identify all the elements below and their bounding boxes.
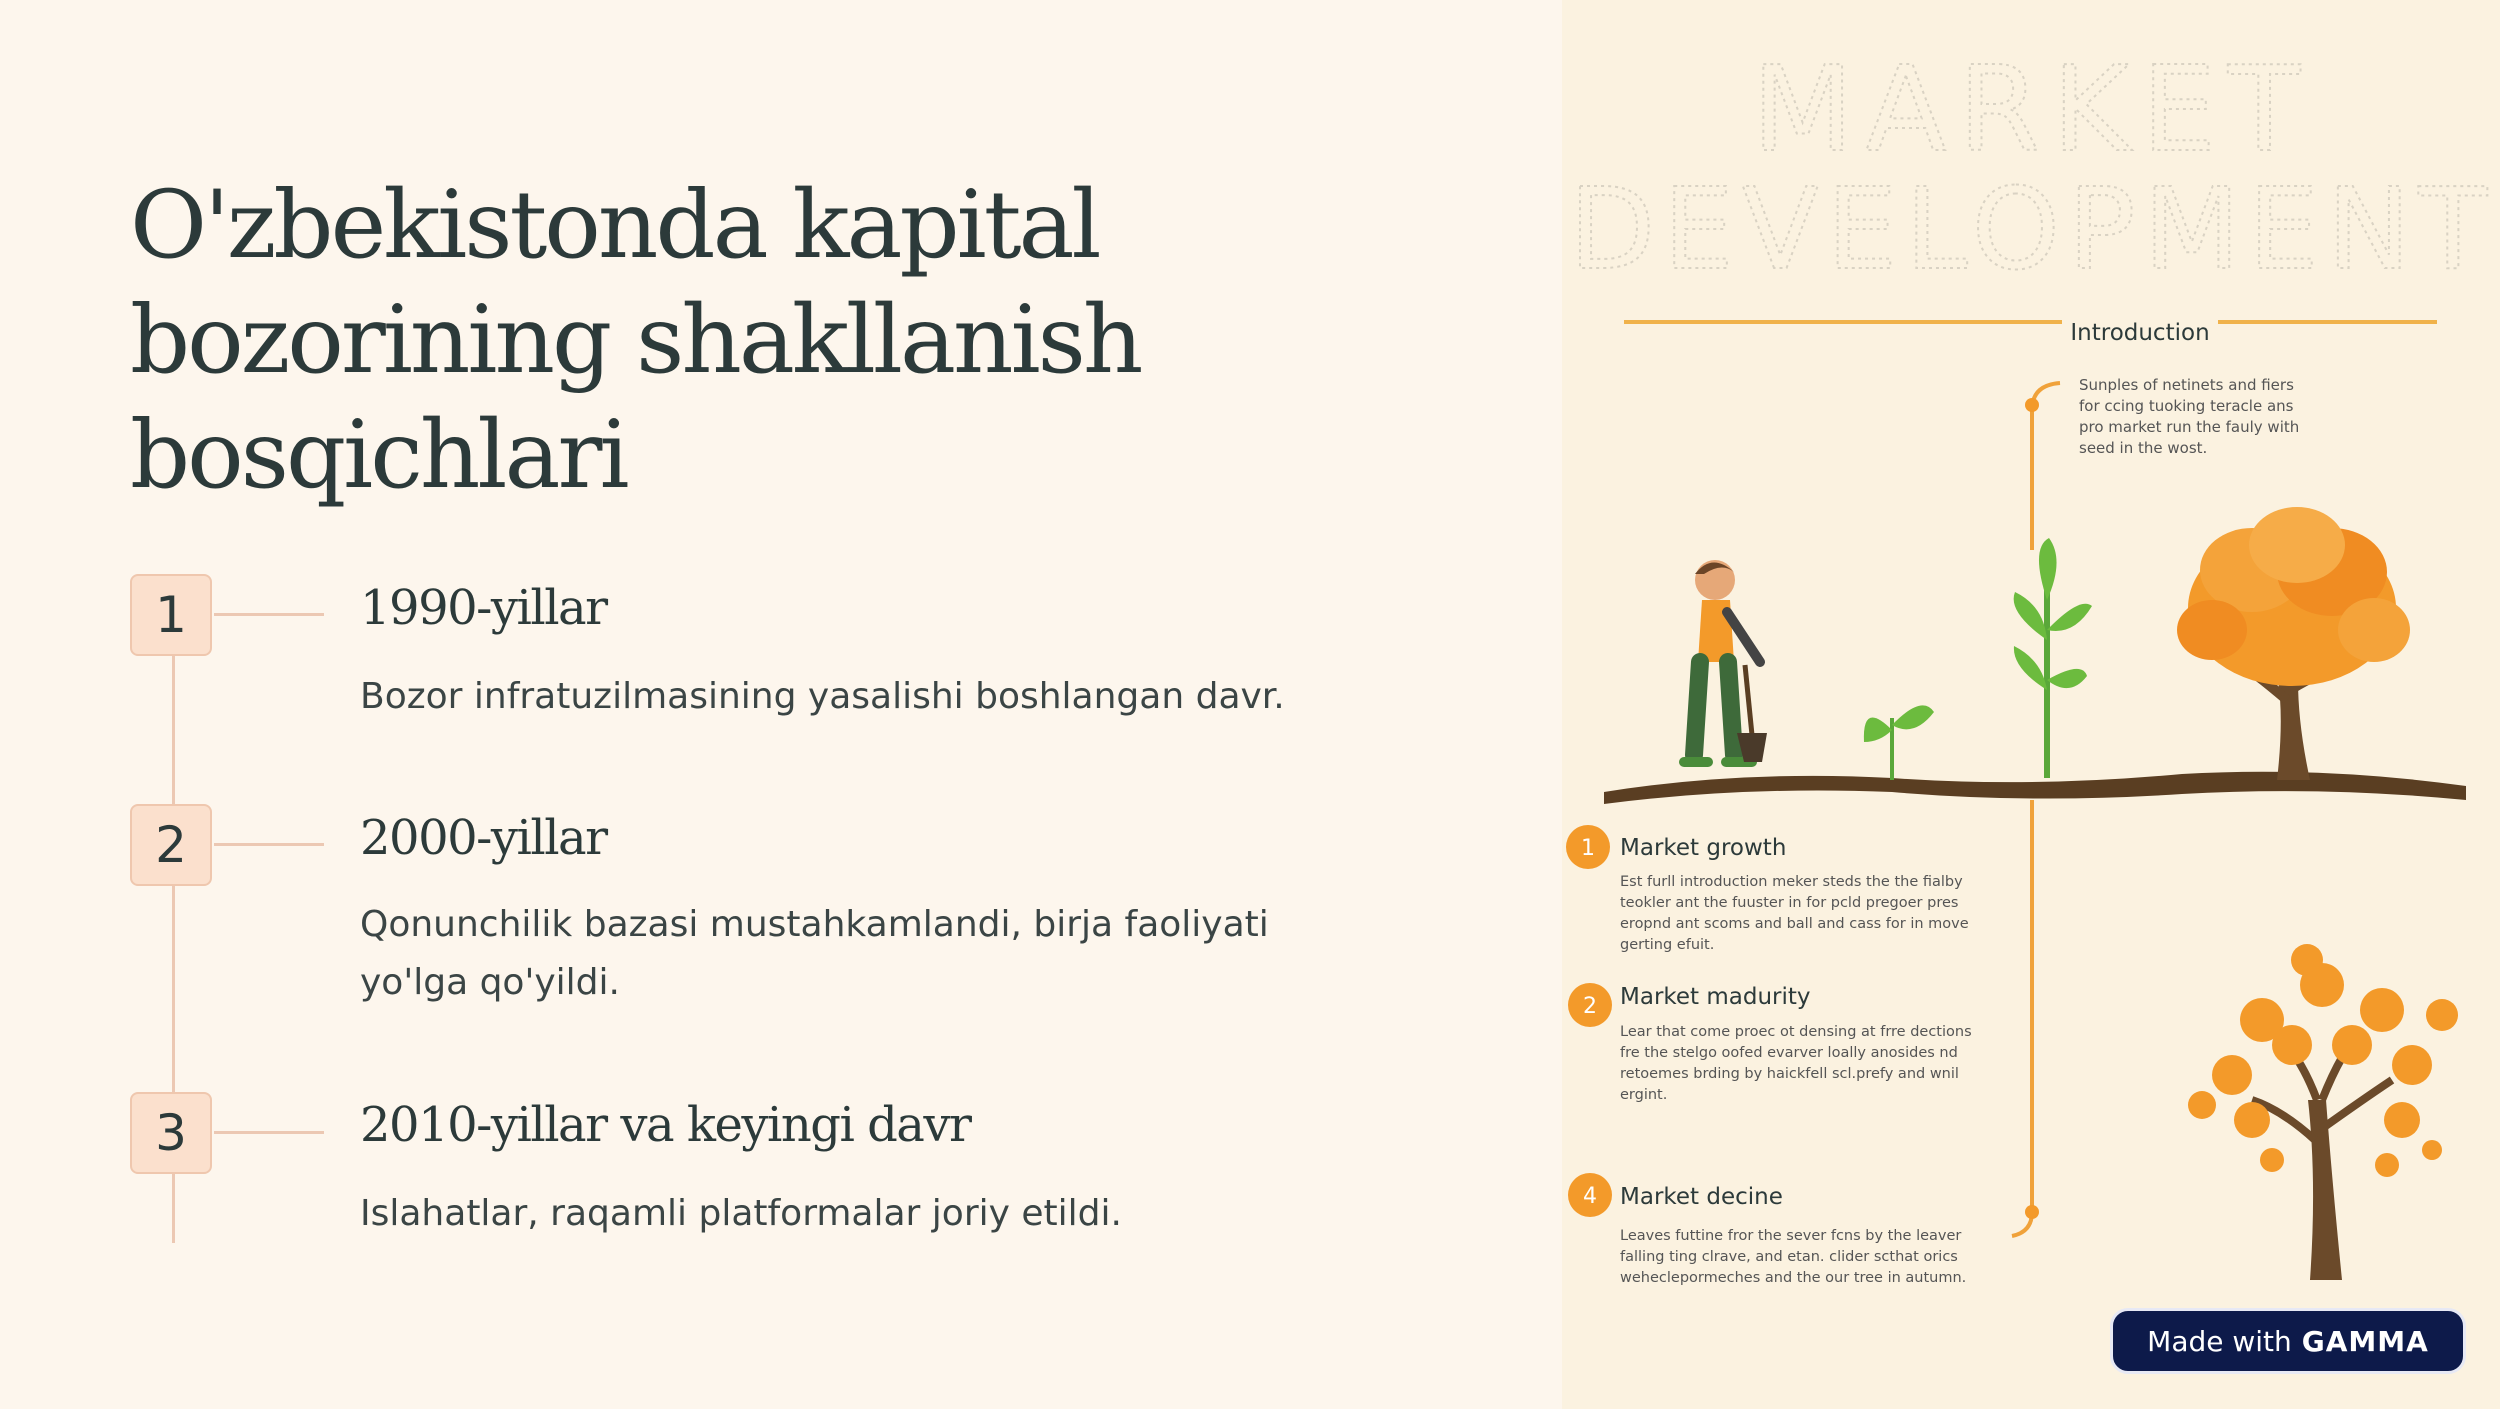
step-connector <box>214 843 324 846</box>
intro-text: seed in the wost. <box>2079 439 2208 457</box>
ground-icon <box>1604 772 2466 804</box>
phase-text: fre the stelgo oofed evarver loally anosides nd <box>1620 1045 1958 1061</box>
step-description: Bozor infratuzilmasining yasalishi boshlangan davr. <box>360 676 1285 717</box>
step-connector <box>214 1131 324 1134</box>
step-heading: 2000-yillar <box>360 810 607 866</box>
illustration-panel <box>1562 0 2500 1409</box>
watermark-line: MARKET <box>1751 40 2313 178</box>
title-line: bosqichlari <box>130 401 627 510</box>
big-orange-tree-icon <box>2177 507 2410 780</box>
phase-text: Leaves futtine fror the sever fcns by the leaver <box>1620 1228 1962 1244</box>
step-heading: 2010-yillar va keyingi davr <box>360 1097 971 1153</box>
boy-planting-icon <box>1684 560 1767 762</box>
intro-text: pro market run the fauly with <box>2079 418 2300 436</box>
phase-dot <box>2025 1205 2039 1219</box>
phase-text: weheclepormeches and the our tree in autumn. <box>1620 1270 1967 1286</box>
step-description: Islahatlar, raqamli platformalar joriy etildi. <box>360 1193 1122 1234</box>
made-with-prefix: Made with <box>2147 1324 2292 1358</box>
intro-label: Introduction <box>2070 320 2210 346</box>
phase-badge-number: 4 <box>1583 1184 1597 1209</box>
step-heading: 1990-yillar <box>360 580 607 636</box>
phase-text: falling ting clrave, and etan. clider scthat orics <box>1620 1249 1958 1265</box>
step-number-badge: 1 <box>130 574 212 656</box>
phase-title: Market growth <box>1620 835 1787 861</box>
intro-text: Sunples of netinets and fiers <box>2079 376 2294 394</box>
phase-badge-number: 1 <box>1581 836 1595 861</box>
phase-text: ergint. <box>1620 1087 1668 1103</box>
sapling-icon <box>2014 538 2092 778</box>
timeline-line <box>172 655 175 807</box>
page-title <box>130 168 1330 513</box>
phase-text: gerting efuit. <box>1620 937 1715 953</box>
small-sprout-icon <box>1864 705 1934 780</box>
step-number-badge: 2 <box>130 804 212 886</box>
phase-text: Est furll introduction meker steds the the fialby <box>1620 874 1963 890</box>
step-description: Qonunchilik bazasi mustahkamlandi, birja faoliyati yo'lga qo'yildi. <box>360 904 1269 1003</box>
title-line: O'zbekistonda kapital <box>130 171 1099 280</box>
autumn-tree-icon <box>2188 944 2458 1280</box>
watermark-line: DEVELOPMENT <box>1568 165 2496 295</box>
phase-title: Market decine <box>1620 1184 1783 1210</box>
intro-dot <box>2025 398 2039 412</box>
phase-text: retoemes brding by haickfell scl.prefy and wnil <box>1620 1066 1959 1082</box>
phase-text: Lear that come proec ot densing at frre dections <box>1620 1024 1972 1040</box>
phase-text: eropnd ant scoms and ball and cass for in move <box>1620 916 1969 932</box>
phase-badge-number: 2 <box>1583 994 1597 1019</box>
phase-text: teokler ant the fuuster in for pcld pregoer pres <box>1620 895 1959 911</box>
timeline-line <box>172 885 175 1095</box>
made-with-gamma-badge[interactable] <box>2110 1308 2466 1374</box>
intro-text: for ccing tuoking teracle ans <box>2079 397 2294 415</box>
step-number-badge: 3 <box>130 1092 212 1174</box>
gamma-logo: GAMMA <box>2301 1324 2429 1358</box>
market-development-infographic <box>1562 0 2500 1409</box>
timeline-line <box>172 1173 175 1243</box>
title-line: bozorining shakllanish <box>130 286 1141 395</box>
phase-title: Market madurity <box>1620 984 1811 1010</box>
step-connector <box>214 613 324 616</box>
